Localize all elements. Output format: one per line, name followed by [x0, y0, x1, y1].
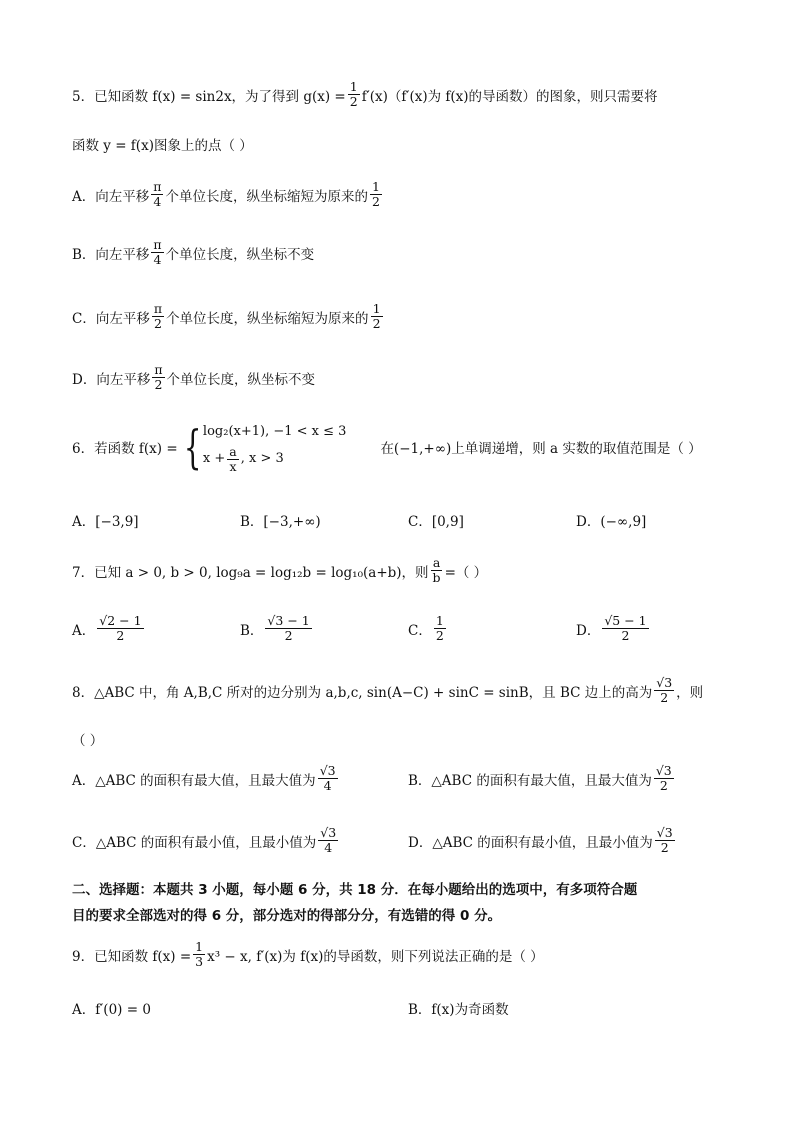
- fraction: $\frac{1}{2}$: [349, 79, 358, 110]
- q6-option-b[interactable]: B．[−3,+∞): [240, 514, 321, 530]
- q8-stem-line1: 8．△ABC 中，角 A,B,C 所对的边分别为 a,b,c, sin(A−C) + sinC = sinB，且 BC 边上的高为 $\frac{√3}{2}$ ，则: [72, 675, 704, 706]
- q9-option-b[interactable]: B．f(x)为奇函数: [408, 1002, 509, 1018]
- q8-stem-line2: （ ）: [72, 733, 104, 749]
- q8-option-c[interactable]: C．△ABC 的面积有最小值，且最小值为 $\frac{√3}{4}$: [72, 825, 337, 856]
- q5-option-a[interactable]: A．向左平移 $\frac{\pi}{4}$ 个单位长度，纵坐标缩短为原来的 $\frac{1}{2}$: [72, 179, 380, 210]
- q7-stem: 7．已知 a > 0, b > 0, log₉a = log₁₂b = log₁₀(a+b)，则 $\frac{a}{b}$ =（ ）: [72, 555, 488, 586]
- q8-option-d[interactable]: D．△ABC 的面积有最小值，且最小值为 $\frac{√3}{2}$: [408, 825, 673, 856]
- q7-option-d[interactable]: D． $\frac{√5 - 1}{2}$: [576, 613, 647, 644]
- section-2-heading: 二、选择题：本题共 3 小题，每小题 6 分，共 18 分．在每小题给出的选项中，有多项符合题: [72, 882, 638, 898]
- q6-stem: 6．若函数 f(x) = { log₂(x+1), −1 < x ≤ 3 x + $\frac{a}{x}$ , x > 3 在(−1,+∞)上单调递增，则 a 实数的取值范围是（ ）: [72, 420, 702, 475]
- q5-stem-line1: 5．已知函数 f(x) = sin2x，为了得到 g(x) = $\frac{1}{2}$ f′(x)（f′(x)为 f(x)的导函数）的图象，则只需要将: [72, 79, 658, 110]
- q5-option-d[interactable]: D．向左平移 $\frac{\pi}{2}$ 个单位长度，纵坐标不变: [72, 362, 316, 393]
- q8-option-a[interactable]: A．△ABC 的面积有最大值，且最大值为 $\frac{√3}{4}$: [72, 763, 336, 794]
- q5-option-b[interactable]: B．向左平移 $\frac{\pi}{4}$ 个单位长度，纵坐标不变: [72, 237, 315, 268]
- q5-option-c[interactable]: C．向左平移 $\frac{\pi}{2}$ 个单位长度，纵坐标缩短为原来的 $\frac{1}{2}$: [72, 301, 381, 332]
- q8-option-b[interactable]: B．△ABC 的面积有最大值，且最大值为 $\frac{√3}{2}$: [408, 763, 672, 794]
- q9-option-a[interactable]: A．f′(0) = 0: [72, 1002, 151, 1018]
- q6-option-a[interactable]: A．[−3,9]: [72, 514, 139, 530]
- q7-option-c[interactable]: C． $\frac{1}{2}$: [408, 613, 444, 644]
- q7-option-a[interactable]: A． $\frac{√2 - 1}{2}$: [72, 613, 142, 644]
- piecewise-cases: log₂(x+1), −1 < x ≤ 3 x + $\frac{a}{x}$ , x > 3: [202, 424, 347, 475]
- q5-stem-line2: 函数 y = f(x)图象上的点（ ）: [72, 138, 253, 154]
- brace-icon: {: [183, 420, 202, 475]
- section-2-heading-cont: 目的要求全部选对的得 6 分，部分选对的得部分分，有选错的得 0 分。: [72, 908, 502, 924]
- q7-option-b[interactable]: B． $\frac{√3 - 1}{2}$: [240, 613, 310, 644]
- q6-option-d[interactable]: D．(−∞,9]: [576, 514, 647, 530]
- q9-stem: 9．已知函数 f(x) = $\frac{1}{3}$ x³ − x, f′(x)为 f(x)的导函数，则下列说法正确的是（ ）: [72, 939, 544, 970]
- q6-option-c[interactable]: C．[0,9]: [408, 514, 464, 530]
